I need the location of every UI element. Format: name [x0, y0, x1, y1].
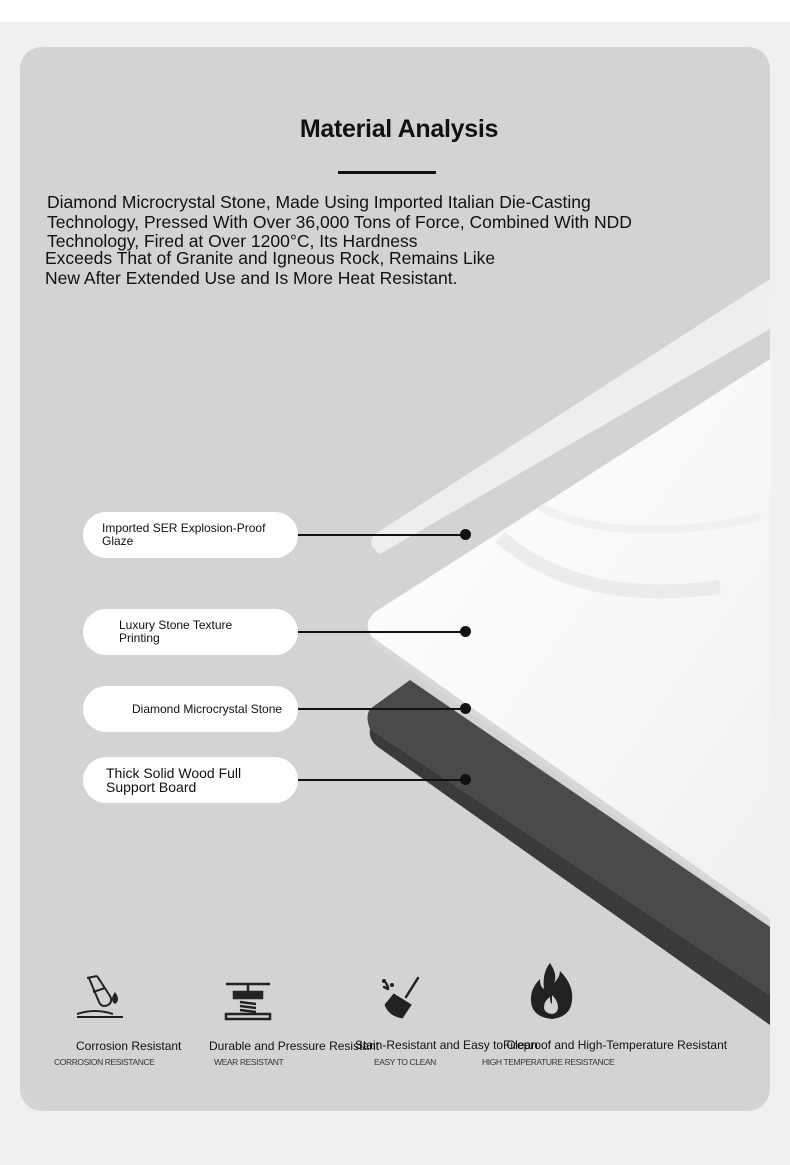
- layer-label-texture: [83, 609, 298, 655]
- layer-connector-line: [298, 708, 465, 710]
- top-strip: [0, 0, 790, 22]
- description-line: Exceeds That of Granite and Igneous Rock, Remains Like: [45, 248, 496, 268]
- layer-marker-dot: [460, 529, 471, 540]
- layer-label-line: Thick Solid Wood Full: [106, 765, 242, 781]
- feature-sub-corrosion: CORROSION RESISTANCE: [54, 1057, 155, 1067]
- layer-label-wood-board: [83, 757, 298, 803]
- flame-icon: [528, 961, 576, 1021]
- feature-sub-stain: EASY TO CLEAN: [374, 1057, 436, 1067]
- description-line: Technology, Fired at Over 1200°C, Its Hardness: [47, 231, 418, 251]
- layer-label-line: Printing: [119, 631, 160, 645]
- layer-connector-line: [298, 534, 465, 536]
- test-tube-drop-icon: [75, 972, 127, 1024]
- layer-marker-dot: [460, 703, 471, 714]
- feature-label-corrosion: Corrosion Resistant: [76, 1039, 182, 1053]
- description-line: Diamond Microcrystal Stone, Made Using Imported Italian Die-Casting: [47, 192, 591, 212]
- broom-icon: [380, 975, 424, 1021]
- layer-connector-line: [298, 631, 465, 633]
- layer-label-line: Diamond Microcrystal Stone: [132, 701, 283, 716]
- description-line: New After Extended Use and Is More Heat Resistant.: [45, 267, 458, 288]
- feature-label-stain: Stain-Resistant and Easy to Clean: [355, 1038, 538, 1052]
- description-block-2: [45, 249, 495, 288]
- layer-label-line: Imported SER Explosion-Proof Glaze: [102, 521, 266, 548]
- layer-marker-dot: [460, 774, 471, 785]
- description-block-1: [47, 193, 632, 252]
- layer-connector-line: [298, 779, 465, 781]
- feature-sub-pressure: WEAR RESISTANT: [214, 1057, 284, 1067]
- layer-label-stone: [83, 686, 298, 732]
- description-line: Technology, Pressed With Over 36,000 Tons of Force, Combined With NDD: [47, 211, 632, 232]
- layer-label-glaze: [83, 512, 298, 558]
- feature-label-fire: Fireproof and High-Temperature Resistant: [503, 1038, 728, 1052]
- feature-label-pressure: Durable and Pressure Resistant: [209, 1039, 380, 1053]
- feature-sub-fire: HIGH TEMPERATURE RESISTANCE: [482, 1057, 615, 1067]
- page-title: Material Analysis: [299, 115, 499, 143]
- title-underline: [338, 171, 436, 174]
- layer-marker-dot: [460, 626, 471, 637]
- press-icon: [222, 982, 274, 1022]
- material-analysis-panel: [20, 47, 770, 1111]
- layer-label-line: Luxury Stone Texture: [119, 618, 233, 632]
- layer-label-line: Support Board: [106, 779, 197, 795]
